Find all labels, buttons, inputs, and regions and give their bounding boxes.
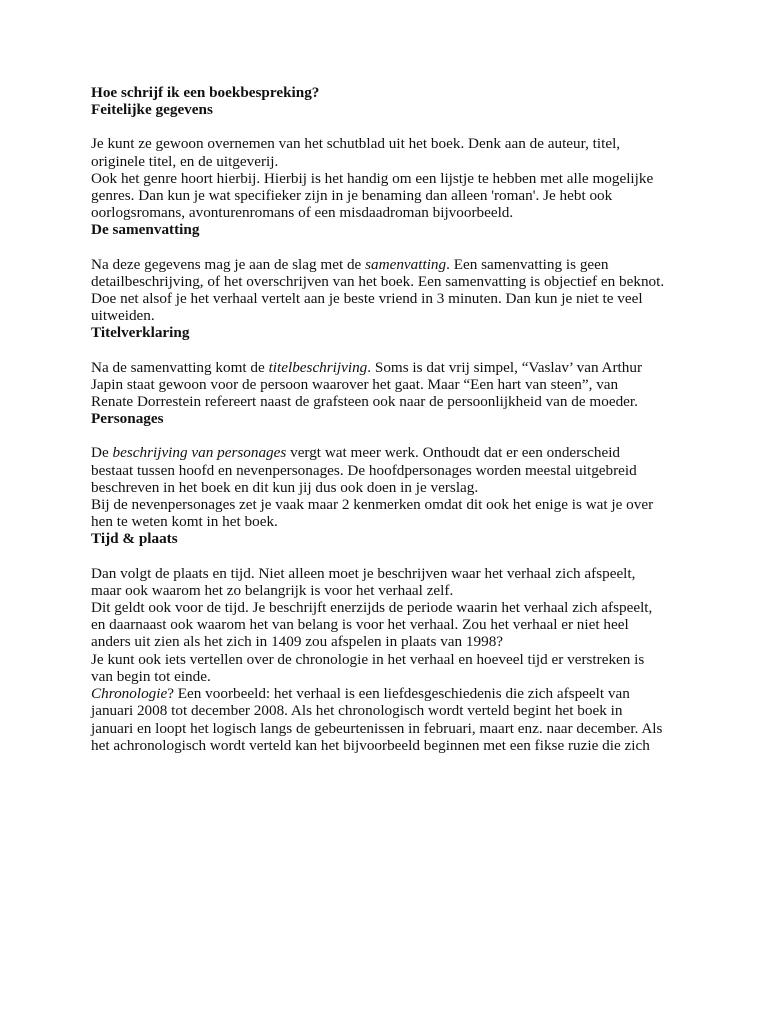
text-line: Doe net alsof je het verhaal vertelt aan je beste vriend in 3 minuten. Dan kun je niet te veel	[91, 290, 643, 308]
text-run: Na de samenvatting komt de	[91, 358, 269, 376]
text-line: Je kunt ze gewoon overnemen van het schutblad uit het boek. Denk aan de auteur, titel,	[91, 135, 621, 153]
text-line: Je kunt ook iets vertellen over de chronologie in het verhaal en hoeveel tijd er verstreken is	[91, 650, 645, 668]
text-line: januari en loopt het logisch langs de gebeurtenissen in februari, maart enz. naar december. Als	[91, 719, 663, 737]
text-line	[91, 359, 708, 376]
text-run: ? Een voorbeeld: het verhaal is een liefdesgeschiedenis die zich afspeelt van	[167, 685, 630, 703]
emphasis-beschrijving-van-personages: beschrijving van personages	[112, 444, 287, 462]
text-line: Bij de nevenpersonages zet je vaak maar 2 kenmerken omdat dit ook het enige is wat je over	[91, 496, 654, 514]
text-line: genres. Dan kun je wat specifieker zijn in je benaming dan alleen 'roman'. Je hebt ook	[91, 187, 613, 205]
paragraph	[91, 496, 708, 530]
text-run: . Soms is dat vrij simpel, “Vaslav’ van Arthur	[367, 358, 643, 376]
text-line: Japin staat gewoon voor de persoon waarover het gaat. Maar “Een hart van steen”, van	[91, 375, 619, 393]
paragraph	[91, 444, 708, 496]
section-heading-titelverklaring: Titelverklaring	[91, 324, 190, 342]
text-line: Dit geldt ook voor de tijd. Je beschrijft enerzijds de periode waarin het verhaal zich afspeelt,	[91, 599, 653, 617]
text-line: Dan volgt de plaats en tijd. Niet alleen moet je beschrijven waar het verhaal zich afspeelt,	[91, 564, 636, 582]
text-line: bestaat tussen hoofd en nevenpersonages. De hoofdpersonages worden meestal uitgebreid	[91, 461, 637, 479]
text-line: originele titel, en de uitgeverij.	[91, 152, 279, 170]
section-heading-de-samenvatting: De samenvatting	[91, 221, 200, 239]
text-line: oorlogsromans, avonturenromans of een misdaadroman bijvoorbeeld.	[91, 204, 514, 222]
paragraph	[91, 359, 708, 411]
text-line: Renate Dorrestein refereert naast de grafsteen ook naar de persoonlijkheid van de moeder.	[91, 393, 638, 411]
text-line: anders uit zien als het zich in 1409 zou afspelen in plaats van 1998?	[91, 633, 504, 651]
paragraph	[91, 651, 708, 685]
paragraph	[91, 256, 708, 290]
text-line: van begin tot einde.	[91, 667, 211, 685]
paragraph	[91, 135, 708, 169]
emphasis-samenvatting: samenvatting	[365, 255, 447, 273]
text-line: januari 2008 tot december 2008. Als het chronologisch wordt verteld begint het boek in	[91, 702, 623, 720]
text-run: Na deze gegevens mag je aan de slag met de	[91, 255, 366, 273]
document-title: Hoe schrijf ik een boekbespreking?	[91, 84, 320, 101]
emphasis-titelbeschrijving: titelbeschrijving	[268, 358, 368, 376]
paragraph	[91, 565, 708, 599]
paragraph	[91, 685, 708, 754]
text-line: het achronologisch wordt verteld kan het bijvoorbeeld beginnen met een fikse ruzie die zich	[91, 736, 650, 754]
section-heading-personages: Personages	[91, 410, 164, 428]
text-run: . Een samenvatting is geen	[446, 255, 609, 273]
text-line	[91, 444, 708, 461]
text-line: detailbeschrijving, of het overschrijven van het boek. Een samenvatting is objectief en beknot.	[91, 272, 665, 290]
paragraph	[91, 599, 708, 651]
emphasis-chronologie: Chronologie	[91, 685, 168, 703]
text-line: maar ook waarom het zo belangrijk is voor het verhaal zelf.	[91, 581, 454, 599]
text-line: uitweiden.	[91, 307, 155, 325]
text-line: beschreven in het boek en dit kun jij dus ook doen in je verslag.	[91, 478, 479, 496]
text-run: De	[91, 444, 113, 462]
paragraph	[91, 290, 708, 324]
text-line: Ook het genre hoort hierbij. Hierbij is het handig om een lijstje te hebben met alle mogelijke	[91, 169, 654, 187]
text-line	[91, 256, 708, 273]
text-line: hen te weten komt in het boek.	[91, 513, 278, 531]
section-heading-tijd-en-plaats: Tijd & plaats	[91, 530, 178, 548]
text-line	[91, 685, 708, 702]
paragraph	[91, 170, 708, 222]
text-run: vergt wat meer werk. Onthoudt dat er een onderscheid	[286, 444, 621, 462]
section-heading-feitelijke-gegevens: Feitelijke gegevens	[91, 101, 213, 119]
text-line: en daarnaast ook waarom het van belang is voor het verhaal. Zou het verhaal er niet heel	[91, 616, 629, 634]
